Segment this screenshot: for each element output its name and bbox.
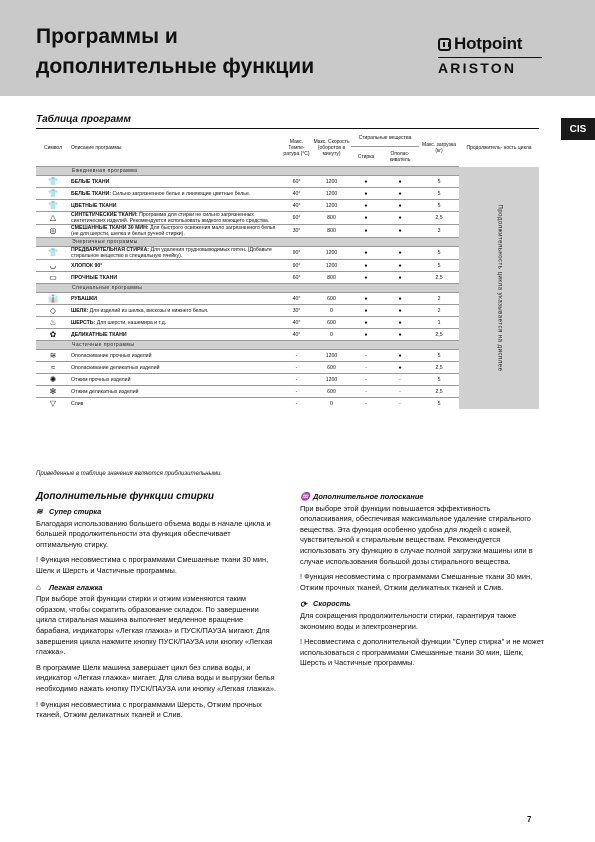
hotpoint-mark-icon	[438, 38, 451, 51]
max-load-cell: 5	[419, 350, 459, 362]
rinse-detergent-cell: ●	[381, 350, 419, 362]
program-description	[70, 329, 281, 341]
section-title: Специальные программы	[36, 284, 459, 293]
wash-detergent-cell: -	[351, 350, 381, 362]
section-title: Ежедневная программа	[36, 167, 459, 176]
max-load-cell: 2	[419, 305, 459, 317]
program-description	[70, 293, 281, 305]
max-speed-cell: 600	[312, 386, 351, 398]
program-desc: Ополаскивание прочных изделий	[71, 352, 152, 359]
program-desc: Для быстрого освежения мало загрязненного белья (не для шерсти, шелка и белья ручной стирки).	[71, 225, 276, 237]
section-title: Энергичные программы	[36, 238, 459, 247]
max-temp-cell: 40°	[281, 317, 312, 329]
max-speed-cell: 1200	[312, 350, 351, 362]
brand-hotpoint	[438, 34, 548, 54]
page-title-line2: дополнительные функции	[36, 55, 315, 78]
iron-icon: ⌂	[36, 582, 41, 592]
speed-note: ! Несовместима с дополнительной функции "Супер стирка" и не может использоваться с программами Смешанные ткани 30 мин, Шелк, Шерсть и Частичные программы.	[300, 637, 544, 668]
max-speed-cell: 0	[312, 305, 351, 317]
program-name: БЕЛЫЕ ТКАНИ:	[71, 190, 112, 197]
extra-rinse-note: ! Функция несовместима с программами Смешанные ткани 30 мин, Отжим прочных тканей, Отжим деликатных тканей и Слив.	[300, 572, 533, 592]
program-description	[70, 200, 281, 212]
program-name: ШЕЛК:	[71, 307, 89, 314]
rinse-durable-icon: ≋	[36, 350, 70, 362]
program-name: ПРЕДВАРИТЕЛЬНАЯ СТИРКА:	[71, 247, 150, 253]
header-band	[0, 0, 595, 96]
header-symbol: Символ	[36, 129, 70, 167]
brand-hotpoint-text: Hotpoint	[454, 34, 523, 53]
page-number: 7	[527, 815, 532, 824]
rinse-detergent-cell: ●	[381, 362, 419, 374]
max-speed-cell: 1200	[312, 176, 351, 188]
super-wash-heading	[36, 507, 276, 518]
program-description	[70, 305, 281, 317]
program-description	[70, 188, 281, 200]
max-temp-cell: -	[281, 386, 312, 398]
max-temp-cell: -	[281, 398, 312, 410]
max-temp-cell: 40°	[281, 329, 312, 341]
max-speed-cell: 600	[312, 317, 351, 329]
spin-durable-icon: ✺	[36, 374, 70, 386]
max-load-cell: 1	[419, 317, 459, 329]
extra-rinse-title: Дополнительное полоскание	[313, 492, 424, 501]
max-temp-cell: -	[281, 362, 312, 374]
wash-detergent-cell: -	[351, 374, 381, 386]
program-name: БЕЛЫЕ ТКАНИ	[71, 178, 110, 185]
program-description	[70, 247, 281, 260]
super-wash-title: Супер стирка	[49, 507, 102, 516]
program-description	[70, 362, 281, 374]
wash-detergent-cell: ●	[351, 212, 381, 225]
rinse-detergent-cell: -	[381, 374, 419, 386]
rinse-detergent-cell: -	[381, 386, 419, 398]
program-description	[70, 272, 281, 284]
program-desc: Для изделий из шелка, вискозы и нижнего белья.	[89, 307, 209, 314]
header-max-temp: Макс. Темпе- ратура (°С)	[281, 129, 312, 167]
header-wash: Стирка	[351, 147, 381, 167]
rinse-detergent-cell: ●	[381, 260, 419, 272]
super-wash-icon: ≋	[36, 507, 43, 517]
max-load-cell: 2	[419, 293, 459, 305]
wool-icon: ♨	[36, 317, 70, 329]
brand-ariston: ARISTON	[438, 60, 517, 76]
max-temp-cell: -	[281, 350, 312, 362]
section-row	[36, 167, 539, 176]
program-description	[70, 317, 281, 329]
rinse-detergent-cell: ●	[381, 317, 419, 329]
wash-detergent-cell: ●	[351, 305, 381, 317]
max-load-cell: 5	[419, 200, 459, 212]
duration-note: Продолжительность цикла указывается на дисплее	[496, 204, 503, 372]
header-description: Описание программы	[70, 129, 281, 167]
wash-detergent-cell: ●	[351, 260, 381, 272]
program-desc: Отжим деликатных изделий	[71, 388, 139, 395]
duration-note-cell	[459, 167, 539, 410]
max-load-cell: 5	[419, 176, 459, 188]
shirt-icon: 👕	[36, 176, 70, 188]
program-name: ДЕЛИКАТНЫЕ ТКАНИ	[71, 331, 127, 338]
speed-heading	[300, 599, 545, 610]
max-temp-cell: 90°	[281, 247, 312, 260]
language-tab: CIS	[561, 118, 595, 140]
max-temp-cell: 60°	[281, 272, 312, 284]
rinse-detergent-cell: ●	[381, 212, 419, 225]
rinse-detergent-cell: ●	[381, 272, 419, 284]
super-wash-text: Благодаря использованию большего объема воды в начале цикла и большей продолжительности эта функция обеспечивает оптимальную стирку.	[36, 518, 271, 549]
max-load-cell: 5	[419, 260, 459, 272]
table-footnote: Приведенные в таблице значения являются приблизительными.	[36, 471, 223, 477]
easy-iron-text2: В программе Шелк машина завершает цикл без слива воды, и индикатор «Легкая глажка» мигает. Для слива воды и выгрузки белья необходимо нажать кнопку ПУСК/ПАУЗА или кнопку «Легкая глажка».	[36, 662, 277, 693]
max-temp-cell: 30°	[281, 225, 312, 238]
max-temp-cell: 60°	[281, 212, 312, 225]
max-speed-cell: 800	[312, 212, 351, 225]
easy-iron-note: ! Функция несовместима с программами Шерсть, Отжим прочных тканей, Отжим деликатных тканей и Слив.	[36, 699, 262, 720]
speed-text: Для сокращения продолжительности стирки, гарантируя также экономию воды и электроэнергии.	[300, 610, 517, 631]
max-speed-cell: 0	[312, 329, 351, 341]
stain-shirt-icon: 👕	[36, 188, 70, 200]
program-name: СМЕШАННЫЕ ТКАНИ 30 МИН:	[71, 225, 149, 231]
synthetic-icon: △	[36, 212, 70, 225]
header-max-load: Макс. загрузка (кг)	[419, 129, 459, 167]
programs-table	[36, 128, 539, 409]
wash-detergent-cell: ●	[351, 188, 381, 200]
max-load-cell: 2,5	[419, 386, 459, 398]
prewash-icon: 👕	[36, 247, 70, 260]
shirts-icon: 👔	[36, 293, 70, 305]
wash-detergent-cell: -	[351, 386, 381, 398]
max-temp-cell: 40°	[281, 188, 312, 200]
max-speed-cell: 1200	[312, 260, 351, 272]
speed-icon: ⟳	[300, 599, 307, 609]
header-rinse: Ополас- киватель	[381, 147, 419, 167]
program-name: РУБАШКИ	[71, 295, 98, 302]
program-desc: Сильно загрязненное белье и линяющие цветные белье.	[112, 190, 251, 197]
max-load-cell: 5	[419, 374, 459, 386]
cotton-icon: ◡	[36, 260, 70, 272]
wash-detergent-cell: ●	[351, 329, 381, 341]
program-description	[70, 386, 281, 398]
max-temp-cell: 40°	[281, 293, 312, 305]
max-load-cell: 3	[419, 225, 459, 238]
program-desc: Слив	[71, 400, 84, 407]
wash-detergent-cell: -	[351, 362, 381, 374]
drain-icon: ▽	[36, 398, 70, 410]
rinse-detergent-cell: ●	[381, 176, 419, 188]
rinse-detergent-cell: ●	[381, 188, 419, 200]
wash-detergent-cell: ●	[351, 293, 381, 305]
rinse-delicate-icon: ≈	[36, 362, 70, 374]
programs-table-body	[36, 167, 539, 410]
rinse-detergent-cell: ●	[381, 247, 419, 260]
functions-right-column	[300, 492, 545, 674]
wash-detergent-cell: ●	[351, 200, 381, 212]
max-load-cell: 2,5	[419, 212, 459, 225]
program-name: ПРОЧНЫЕ ТКАНИ	[71, 274, 118, 281]
max-load-cell: 2,5	[419, 329, 459, 341]
max-load-cell: 2,5	[419, 362, 459, 374]
max-speed-cell: 1200	[312, 374, 351, 386]
max-speed-cell: 800	[312, 272, 351, 284]
section-title: Частичные программы	[36, 341, 459, 350]
extra-rinse-heading	[300, 492, 545, 503]
max-speed-cell: 1200	[312, 247, 351, 260]
header-duration: Продолжитель- ность цикла	[459, 129, 539, 167]
max-speed-cell: 0	[312, 398, 351, 410]
header-detergents: Стиральные вещества	[351, 129, 419, 147]
spin-delicate-icon: ✻	[36, 386, 70, 398]
program-desc: Для удаления трудновыводимых пятен. (Добавьте стиральное вещество в специальную ячейку).	[71, 247, 272, 259]
wash-detergent-cell: -	[351, 398, 381, 410]
max-load-cell: 5	[419, 188, 459, 200]
max-load-cell: 5	[419, 398, 459, 410]
max-speed-cell: 1200	[312, 200, 351, 212]
max-temp-cell: 40°	[281, 200, 312, 212]
rinse-detergent-cell: -	[381, 398, 419, 410]
functions-left-column	[36, 507, 276, 726]
program-name: СИНТЕТИЧЕСКИЕ ТКАНИ:	[71, 212, 138, 218]
page-title-line1: Программы и	[36, 25, 178, 48]
easy-iron-text: При выборе этой функции стирки и отжим изменяются таким образом, чтобы сократить образование складок. По завершении цикла стиральная машина выполняет медленное вращение барабана, индикаторы «Легкая глажка» и ПУСК/ПАУЗА мигают. Для завершения цикла нажмите кнопку ПУСК/ПАУЗА или кнопку «Легкая глажка».	[36, 594, 273, 657]
rinse-detergent-cell: ●	[381, 225, 419, 238]
header-max-speed: Макс. Скорость (оборотов в минуту)	[312, 129, 351, 167]
program-description	[70, 374, 281, 386]
program-description	[70, 350, 281, 362]
max-temp-cell: -	[281, 374, 312, 386]
page-title	[36, 22, 314, 82]
rinse-detergent-cell: ●	[381, 305, 419, 317]
max-speed-cell: 1200	[312, 188, 351, 200]
table-title: Таблица программ	[36, 114, 131, 125]
brand-divider	[438, 57, 542, 58]
program-desc: Программа для стирки не сильно загрязненных синтетических изделий. Рекомендуется использовать жидкого моющего средства.	[71, 212, 270, 224]
color-shirt-icon: 👕	[36, 200, 70, 212]
program-name: ШЕРСТЬ:	[71, 319, 96, 326]
speed-title: Скорость	[313, 599, 351, 609]
program-description	[70, 176, 281, 188]
max-speed-cell: 600	[312, 293, 351, 305]
extra-rinse-icon: ♒	[300, 492, 310, 502]
mixed-icon: ◎	[36, 225, 70, 238]
max-temp-cell: 90°	[281, 260, 312, 272]
rinse-detergent-cell: ●	[381, 329, 419, 341]
delicate-icon: ✿	[36, 329, 70, 341]
easy-iron-heading	[36, 583, 276, 594]
rinse-detergent-cell: ●	[381, 293, 419, 305]
durable-icon: ▭	[36, 272, 70, 284]
program-name: ЦВЕТНЫЕ ТКАНИ	[71, 202, 117, 209]
easy-iron-title: Легкая глажка	[49, 582, 103, 592]
max-load-cell: 2,5	[419, 272, 459, 284]
max-speed-cell: 600	[312, 362, 351, 374]
wash-detergent-cell: ●	[351, 272, 381, 284]
wash-detergent-cell: ●	[351, 176, 381, 188]
wash-detergent-cell: ●	[351, 247, 381, 260]
program-desc: Отжим прочных изделий	[71, 376, 131, 383]
program-desc: Для шерсти, кашемира и т.д.	[96, 319, 167, 326]
extra-rinse-text: При выборе этой функции повышается эффективность ополаскивания, обеспечивая максимальное удаление стирального вещества. Эта функция особенно удобна для людей с кожей, чувствительной к стиральным веществам. Рекомендуется использовать эту функцию в случае полной загрузки машины или в случае использования большой дозы стирального вещества.	[300, 503, 533, 566]
program-description	[70, 260, 281, 272]
program-description	[70, 398, 281, 410]
silk-icon: ◇	[36, 305, 70, 317]
max-speed-cell: 800	[312, 225, 351, 238]
super-wash-note: ! Функция несовместима с программами Смешанные ткани 30 мин, Шелк и Шерсть и Частичные программы.	[36, 555, 269, 575]
max-load-cell: 5	[419, 247, 459, 260]
wash-detergent-cell: ●	[351, 225, 381, 238]
rinse-detergent-cell: ●	[381, 200, 419, 212]
max-temp-cell: 30°	[281, 305, 312, 317]
functions-title: Дополнительные функции стирки	[36, 491, 215, 502]
program-description	[70, 225, 281, 238]
program-desc: Ополаскивание деликатных изделий	[71, 364, 160, 371]
wash-detergent-cell: ●	[351, 317, 381, 329]
brand-logo	[438, 34, 548, 80]
max-temp-cell: 60°	[281, 176, 312, 188]
program-name: ХЛОПОК 90°	[71, 262, 103, 269]
program-description	[70, 212, 281, 225]
